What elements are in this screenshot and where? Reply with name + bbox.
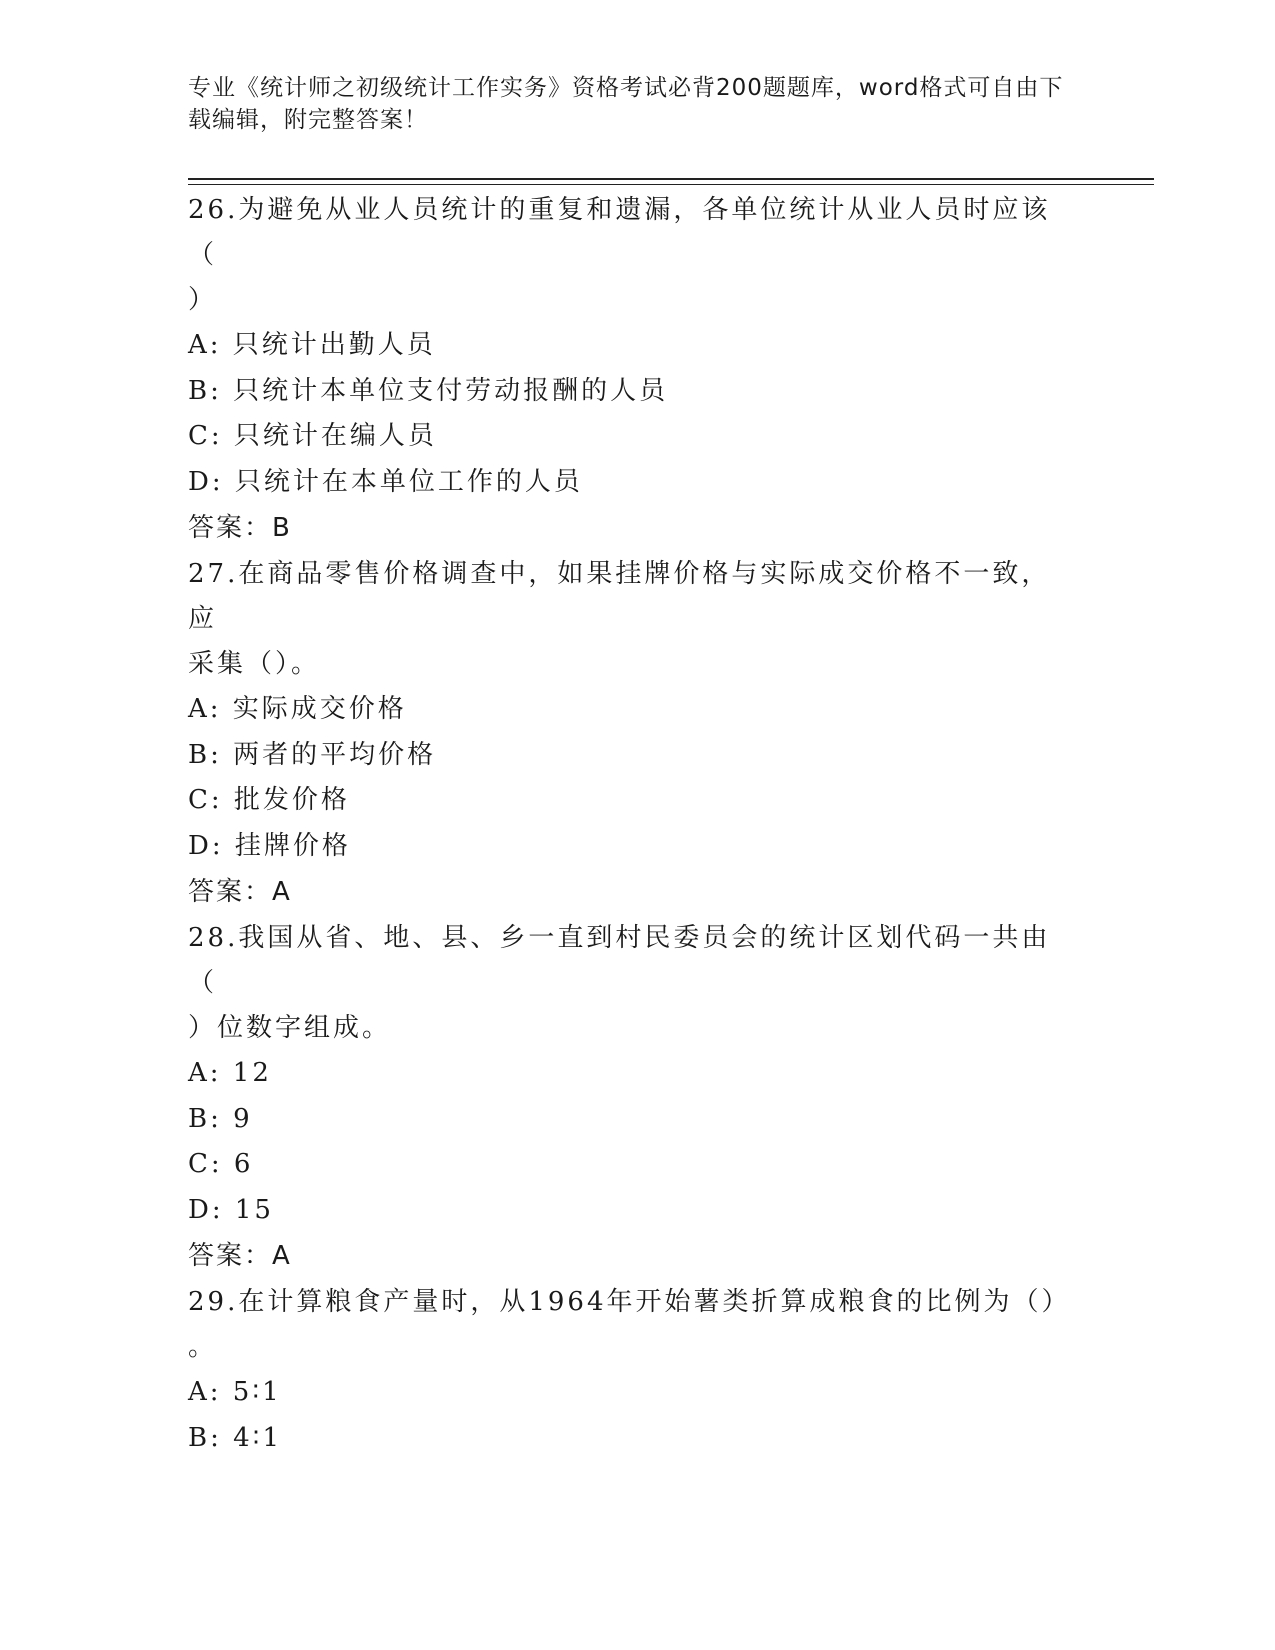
header-divider-thick <box>188 178 1154 180</box>
option-c: C: 批发价格 <box>188 785 350 815</box>
question-stem-line: 。 <box>188 1332 218 1362</box>
option-a: A: 5∶1 <box>188 1377 282 1407</box>
question-stem-line: 27.在商品零售价格调查中，如果挂牌价格与实际成交价格不一致，应 <box>188 559 1051 634</box>
question-stem-line: ） <box>188 285 218 315</box>
option-c: C: 6 <box>188 1149 254 1179</box>
question-stem-line: 26.为避免从业人员统计的重复和遗漏，各单位统计从业人员时应该（ <box>188 195 1051 270</box>
question-stem-line: 28.我国从省、地、县、乡一直到村民委员会的统计区划代码一共由（ <box>188 923 1051 998</box>
option-c: C: 只统计在编人员 <box>188 421 437 451</box>
answer: 答案：A <box>188 877 292 907</box>
question-27 <box>188 552 1068 915</box>
option-b: B: 9 <box>188 1103 253 1134</box>
question-stem-line: 采集（）。 <box>188 649 321 679</box>
question-stem-line: 29.在计算粮食产量时，从1964年开始薯类折算成粮食的比例为（） <box>188 1287 1071 1317</box>
header-title: 专业《统计师之初级统计工作实务》资格考试必背200题题库，word格式可自由下载编辑，附完整答案！ <box>188 75 1064 133</box>
answer: 答案：B <box>188 513 292 543</box>
option-b: B: 只统计本单位支付劳动报酬的人员 <box>188 375 669 406</box>
question-29 <box>188 1280 1071 1461</box>
header-divider-thin <box>188 184 1154 185</box>
option-d: D: 15 <box>188 1194 274 1225</box>
document-header <box>188 72 1068 136</box>
question-26 <box>188 188 1068 551</box>
question-stem-line: ）位数字组成。 <box>188 1013 392 1043</box>
option-d: D: 只统计在本单位工作的人员 <box>188 466 583 497</box>
question-28 <box>188 916 1068 1279</box>
option-d: D: 挂牌价格 <box>188 830 351 861</box>
option-b: B: 4∶1 <box>188 1422 282 1453</box>
option-a: A: 实际成交价格 <box>188 694 407 724</box>
answer: 答案：A <box>188 1241 292 1271</box>
option-a: A: 只统计出勤人员 <box>188 330 436 360</box>
option-a: A: 12 <box>188 1058 272 1088</box>
option-b: B: 两者的平均价格 <box>188 739 437 770</box>
